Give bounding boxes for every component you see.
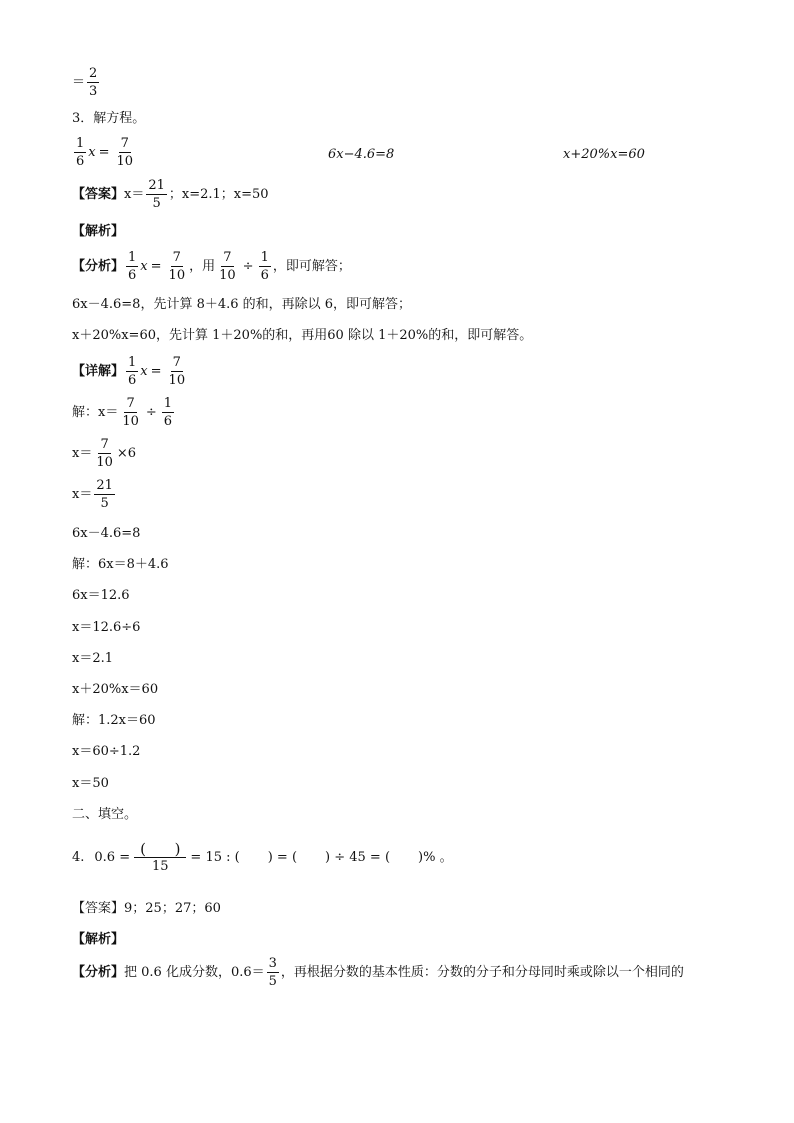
- top-result: [72, 66, 101, 99]
- text: 0.6 =: [94, 850, 131, 865]
- q3-eq3: [563, 147, 645, 163]
- q3-fenxi3: [72, 328, 532, 344]
- divide-sign: ÷: [145, 404, 157, 420]
- answer-label: 【答案】: [72, 186, 125, 202]
- q3-fenxi2: [72, 297, 411, 313]
- text: x＝: [72, 486, 93, 502]
- text: ，即可解答；: [272, 258, 351, 274]
- text: ，用: [189, 258, 216, 274]
- q3-fenxi: [72, 250, 351, 283]
- fraction: [126, 355, 138, 388]
- step-8: [72, 651, 113, 667]
- text: 把 0.6 化成分数，0.6＝: [124, 964, 265, 980]
- denominator: 10: [122, 414, 139, 429]
- numerator: 7: [172, 355, 181, 370]
- fenxi-label: 【分析】: [72, 964, 125, 980]
- fraction: [94, 478, 115, 511]
- step-5: [72, 557, 169, 573]
- denominator: 10: [219, 268, 236, 283]
- variable: x: [140, 363, 148, 379]
- analysis-label: 【解析】: [72, 932, 125, 947]
- denominator: 15: [151, 859, 169, 874]
- fraction: [146, 178, 167, 211]
- q3-xiangjie: [72, 355, 189, 388]
- numerator: 1: [128, 355, 137, 370]
- fraction: [94, 437, 115, 470]
- numerator: 1: [163, 396, 173, 411]
- step-9: [72, 682, 158, 698]
- variable: x: [140, 258, 148, 274]
- question-number: 4.: [72, 850, 85, 865]
- numerator: 7: [126, 396, 135, 411]
- text: 解：1.2x＝60: [72, 713, 156, 728]
- analysis-label: 【解析】: [72, 224, 125, 239]
- equals-sign: =: [98, 144, 110, 160]
- equals-sign: =: [150, 258, 162, 274]
- fraction: [126, 250, 138, 283]
- numerator: 7: [223, 250, 232, 265]
- text: = 15 : (: [190, 850, 240, 865]
- step-10: [72, 713, 156, 729]
- text: 6x－4.6=8: [72, 526, 141, 541]
- step-2: [72, 437, 136, 470]
- denominator: 6: [76, 154, 85, 169]
- q4-answer: [72, 901, 221, 917]
- numerator-blank[interactable]: ( ): [134, 842, 186, 858]
- q3-answer: [72, 178, 269, 211]
- numerator: 7: [120, 136, 129, 151]
- text: x＝60÷1.2: [72, 744, 141, 759]
- numerator: 21: [96, 478, 113, 493]
- denominator: 10: [116, 154, 134, 169]
- denominator: 6: [260, 268, 269, 283]
- text: x＝50: [72, 776, 109, 791]
- numerator: 7: [100, 437, 109, 452]
- denominator: 10: [168, 268, 186, 283]
- fraction: [267, 956, 279, 989]
- q3-title-text: 3．解方程。: [72, 111, 146, 126]
- xiangjie-label: 【详解】: [72, 363, 125, 379]
- q3-analysis-label: [72, 224, 124, 240]
- text: x＝: [72, 445, 93, 461]
- section-2-title: [72, 807, 137, 823]
- numerator: 1: [260, 250, 269, 265]
- divide-sign: ÷: [242, 258, 254, 274]
- step-4: [72, 526, 140, 542]
- numerator: 21: [148, 178, 165, 193]
- text: ) = (: [267, 850, 298, 865]
- fenxi-label: 【分析】: [72, 258, 125, 274]
- equals-sign: =: [150, 363, 162, 379]
- denominator: 5: [268, 974, 277, 989]
- step-1: [72, 396, 176, 429]
- q3-eq2: [328, 147, 394, 163]
- q4-fenxi: [72, 956, 684, 989]
- text: 6x－4.6=8，先计算 8＋4.6 的和，再除以 6，即可解答；: [72, 297, 412, 312]
- fraction-blank: [134, 842, 186, 874]
- denominator: 6: [163, 414, 173, 429]
- numerator: 7: [172, 250, 181, 265]
- fraction: [167, 355, 188, 388]
- text: x＝12.6÷6: [72, 620, 141, 635]
- answer-text: ；x=2.1；x=50: [168, 186, 269, 202]
- variable: x: [88, 144, 96, 160]
- answer-text: 【答案】9；25；27；60: [72, 901, 221, 916]
- denominator: 6: [128, 268, 137, 283]
- fraction: [259, 250, 271, 283]
- denominator: 3: [89, 84, 98, 99]
- step-11: [72, 744, 140, 760]
- fraction: [74, 136, 86, 169]
- q4-question: [72, 842, 453, 874]
- text: ×6: [116, 445, 137, 461]
- text: x＝2.1: [72, 651, 114, 666]
- denominator: 5: [152, 196, 161, 211]
- fraction: [167, 250, 188, 283]
- denominator: 10: [96, 455, 113, 470]
- text: )% 。: [418, 850, 453, 865]
- numerator: 1: [76, 136, 85, 151]
- section-title: 二、填空。: [72, 807, 138, 822]
- step-7: [72, 620, 140, 636]
- text: x＋20%x=60，先计算 1＋20%的和，再用60 除以 1＋20%的和，即可解答。: [72, 328, 533, 343]
- text: x＋20%x＝60: [72, 682, 159, 697]
- step-6: [72, 588, 130, 604]
- step-3: [72, 478, 117, 511]
- step-12: [72, 776, 109, 792]
- numerator: 3: [268, 956, 277, 971]
- answer-text: x＝: [124, 186, 145, 202]
- text: 解：6x＝8＋4.6: [72, 557, 169, 572]
- denominator: 10: [168, 373, 186, 388]
- equation-text: 6x−4.6=8: [328, 147, 395, 162]
- fraction: [120, 396, 141, 429]
- numerator: 1: [128, 250, 137, 265]
- text: 6x＝12.6: [72, 588, 130, 603]
- numerator: 2: [89, 66, 98, 81]
- denominator: 6: [128, 373, 137, 388]
- text: 解：x＝: [72, 404, 119, 420]
- equals-sign: ＝: [72, 74, 86, 90]
- q3-eq1: [72, 136, 137, 169]
- q4-analysis-label: [72, 932, 124, 948]
- denominator: 5: [100, 496, 109, 511]
- equation-text: x+20%x=60: [563, 147, 645, 162]
- q3-title: [72, 111, 145, 127]
- fraction: [162, 396, 174, 429]
- fraction: [115, 136, 136, 169]
- fraction: [217, 250, 238, 283]
- fraction: [87, 66, 99, 99]
- text: ) ÷ 45 = (: [325, 850, 391, 865]
- text: ，再根据分数的基本性质：分数的分子和分母同时乘或除以一个相同的: [280, 964, 684, 980]
